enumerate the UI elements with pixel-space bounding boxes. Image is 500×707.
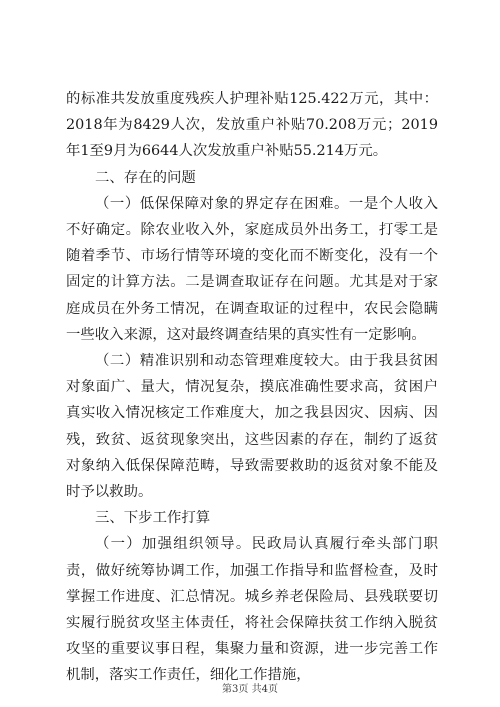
- paragraph-problem-one: （一）低保保障对象的界定存在困难。一是个人收入不好确定。除农业收入外，家庭成员外出务工，打零工是随着季节、市场行情等环境的变化而不断变化，没有一个固定的计算方法。二是调查取证存在问题。尤其是对于家庭成员在外务工情况，在调查取证的过程中，农民会隐瞒一些收入来源，这对最终调查结果的真实性有一定影响。: [66, 195, 438, 343]
- document-body: [66, 86, 438, 689]
- paragraph-problem-two: （二）精准识别和动态管理难度较大。由于我县贫困对象面广、量大，情况复杂，摸底准确性要求高，贫困户真实收入情况核定工作难度大，加之我县因灾、因病、因残，致贫、返贫现象突出，这些因素的存在，制约了返贫对象纳入低保保障范畴，导致需要救助的返贫对象不能及时予以救助。: [66, 353, 438, 501]
- paragraph-next-step-one: （一）加强组织领导。民政局认真履行牵头部门职责，做好统筹协调工作，加强工作指导和监督检查，及时掌握工作进度、汇总情况。城乡养老保险局、县残联要切实履行脱贫攻坚主体责任，将社会保障扶贫工作纳入脱贫攻坚的重要议事日程，集聚力量和资源，进一步完善工作机制，落实工作责任，细化工作措施，: [66, 536, 438, 684]
- heading-existing-problems: 二、存在的问题: [95, 169, 196, 186]
- page-number-footer: 第3页 共4页: [222, 684, 278, 695]
- paragraph-subsidy-stats: 的标准共发放重度残疾人护理补贴125.422万元，其中：2018年为8429人次，发放重户补贴70.208万元；2019年1至9月为6644人次发放重户补贴55.214万元。: [66, 91, 438, 160]
- heading-next-steps: 三、下步工作打算: [95, 510, 211, 527]
